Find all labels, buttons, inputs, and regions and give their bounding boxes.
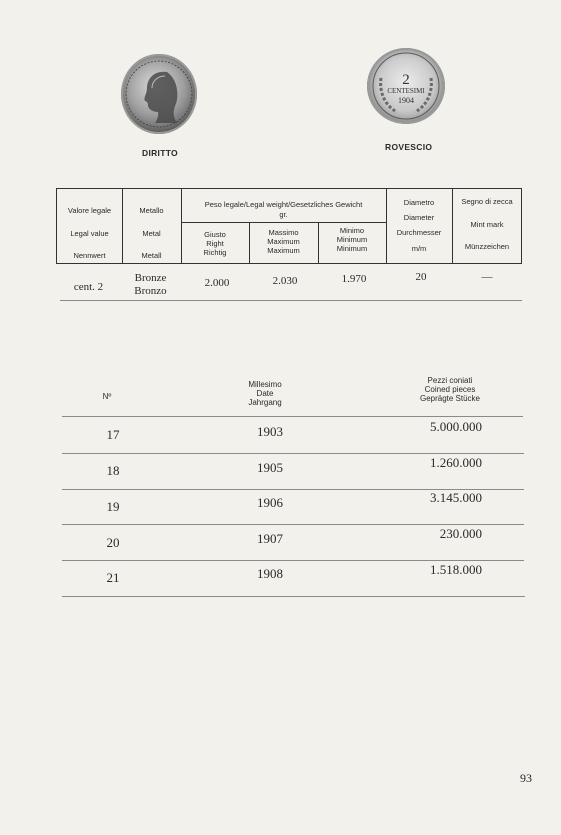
spec-minimo-cell: 1.970 bbox=[341, 273, 367, 285]
mintage-pieces-cell: 1.518.000 bbox=[430, 562, 482, 577]
metallo-header-it: Metallo bbox=[139, 206, 164, 215]
mintage-rule bbox=[62, 524, 524, 525]
spec-massimo-cell: 2.030 bbox=[272, 275, 298, 287]
reverse-coin-image bbox=[367, 48, 445, 124]
no-header: Nº bbox=[102, 392, 112, 401]
mintage-pieces-cell: 1.260.000 bbox=[430, 455, 482, 470]
page-number: 93 bbox=[520, 771, 532, 785]
massimo-header-en: Maximum bbox=[267, 237, 300, 246]
minimo-header-it: Minimo bbox=[339, 226, 365, 235]
reverse-year-text: 1904 bbox=[398, 96, 414, 105]
mintage-year-cell: 1905 bbox=[257, 460, 283, 475]
mintage-pieces-cell: 3.145.000 bbox=[430, 490, 482, 505]
valore-header-de: Nennwert bbox=[73, 251, 106, 260]
year-header-en: Date bbox=[256, 389, 274, 398]
table-divider bbox=[181, 222, 386, 223]
mintage-year-cell: 1906 bbox=[257, 495, 283, 510]
year-header-de: Jahrgang bbox=[248, 398, 282, 407]
zecca-header-en: Mint mark bbox=[470, 220, 504, 229]
specification-table bbox=[56, 188, 522, 264]
mintage-no-cell: 18 bbox=[106, 463, 120, 478]
diametro-header-de: Durchmesser bbox=[396, 228, 442, 237]
minimo-header-en: Minimum bbox=[336, 235, 368, 244]
mintage-rule bbox=[62, 453, 524, 454]
spec-metal-cell: Bronze bbox=[134, 272, 167, 284]
mintage-no-cell: 20 bbox=[106, 535, 120, 550]
mintage-rule bbox=[62, 596, 525, 597]
obverse-caption: DIRITTO bbox=[142, 148, 178, 158]
reverse-word-text: CENTESIMI bbox=[387, 87, 425, 95]
mintage-no-cell: 19 bbox=[106, 499, 120, 514]
mintage-year-cell: 1908 bbox=[257, 566, 283, 581]
massimo-header-it: Massimo bbox=[268, 228, 299, 237]
spec-value-cell: cent. 2 bbox=[73, 281, 104, 293]
spec-diametro-cell: 20 bbox=[415, 271, 427, 283]
pieces-header-de: Geprägte Stücke bbox=[419, 394, 481, 403]
pieces-header-en: Coined pieces bbox=[424, 385, 476, 394]
mintage-year-cell: 1903 bbox=[257, 424, 283, 439]
mintage-pieces-cell: 230.000 bbox=[439, 526, 482, 541]
pieces-header-it: Pezzi coniati bbox=[427, 376, 473, 385]
peso-header-title: Peso legale/Legal weight/Gesetzliches Gewicht bbox=[204, 200, 363, 209]
giusto-header-en: Right bbox=[206, 239, 224, 248]
reverse-caption: ROVESCIO bbox=[385, 142, 433, 152]
spec-zecca-cell: — bbox=[481, 271, 493, 283]
mintage-year-cell: 1907 bbox=[257, 531, 283, 546]
giusto-header-it: Giusto bbox=[204, 230, 226, 239]
spec-giusto-cell: 2.000 bbox=[204, 277, 230, 289]
minimo-header-de: Minimum bbox=[336, 244, 368, 253]
mintage-no-cell: 21 bbox=[106, 570, 120, 585]
valore-header-en: Legal value bbox=[70, 229, 109, 238]
spec-row-rule bbox=[60, 300, 522, 301]
diametro-header-en: Diameter bbox=[403, 213, 435, 222]
mintage-rule bbox=[62, 416, 523, 417]
metallo-header-en: Metal bbox=[142, 229, 161, 238]
mintage-no-cell: 17 bbox=[106, 427, 120, 442]
valore-header-it: Valore legale bbox=[67, 206, 112, 215]
massimo-header-de: Maximum bbox=[267, 246, 300, 255]
giusto-header-de: Richtig bbox=[203, 248, 227, 257]
zecca-header-de: Münzzeichen bbox=[464, 242, 510, 251]
zecca-header-it: Segno di zecca bbox=[461, 197, 513, 206]
spec-metal-cell-alt: Bronzo bbox=[134, 285, 167, 297]
diametro-header-unit: m/m bbox=[411, 244, 427, 253]
mintage-pieces-cell: 5.000.000 bbox=[430, 419, 482, 434]
mintage-rule bbox=[62, 560, 524, 561]
obverse-coin-image bbox=[121, 54, 197, 134]
reverse-value-text: 2 bbox=[402, 72, 410, 88]
metallo-header-de: Metall bbox=[141, 251, 162, 260]
diametro-header-it: Diametro bbox=[403, 198, 435, 207]
peso-header-unit: gr. bbox=[279, 210, 288, 219]
year-header-it: Millesimo bbox=[248, 380, 282, 389]
